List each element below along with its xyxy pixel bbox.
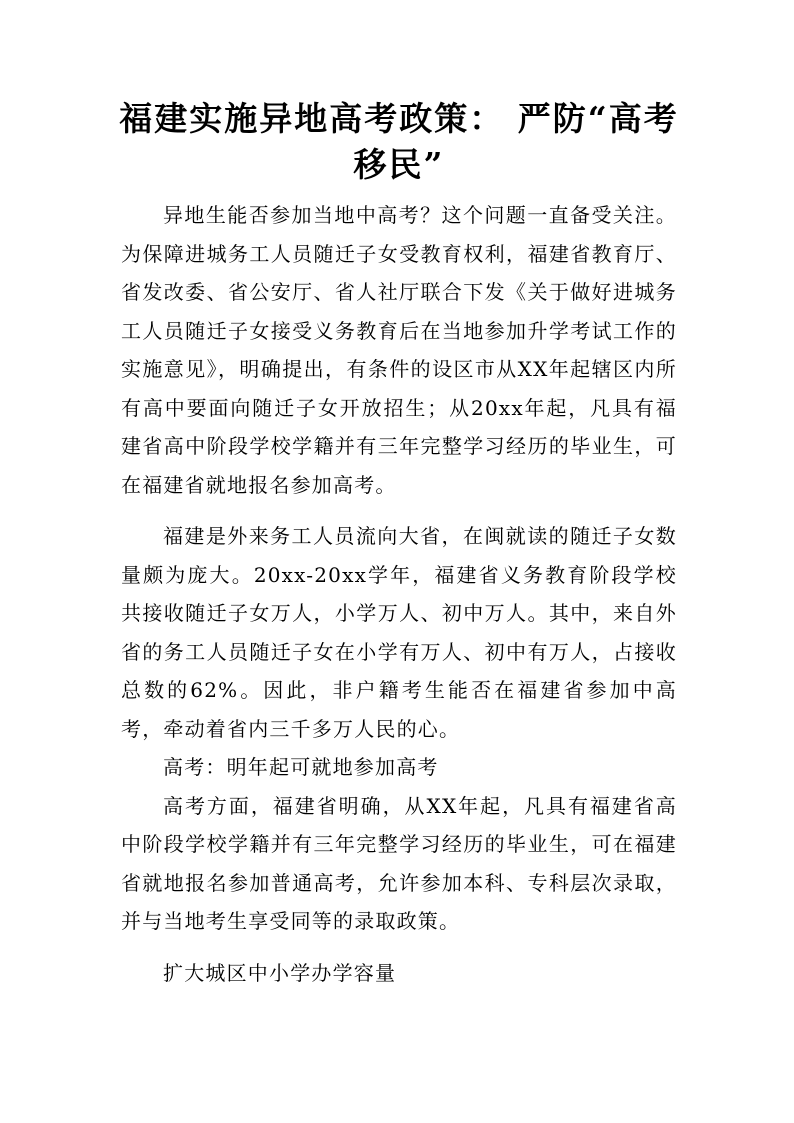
paragraph-background: 福建是外来务工人员流向大省，在闽就读的随迁子女数量颇为庞大。20xx-20xx学年，福建省义务教育阶段学校共接收随迁子女万人，小学万人、初中万人。其中，来自外省的务工人员随迁子女在小学有万人、初中有万人，占接收总数的62%。因此，非户籍考生能否在福建省参加中高考，牵动着省内三千多万人民的心。 [121, 524, 677, 741]
document-title: 福建实施异地高考政策： 严防“高考移民” [119, 99, 679, 184]
section-heading-gaokao: 高考：明年起可就地参加高考 [163, 755, 439, 779]
paragraph-gaokao: 高考方面，福建省明确，从XX年起，凡具有福建省高中阶段学校学籍并有三年完整学习经历的毕业生，可在福建省就地报名参加普通高考，允许参加本科、专科层次录取，并与当地考生享受同等的录取政策。 [121, 793, 677, 933]
document-body [121, 196, 677, 992]
paragraph-intro: 异地生能否参加当地中高考？这个问题一直备受关注。为保障进城务工人员随迁子女受教育权利，福建省教育厅、省发改委、省公安厅、省人社厅联合下发《关于做好进城务工人员随迁子女接受义务教育后在当地参加升学考试工作的实施意见》，明确提出，有条件的设区市从XX年起辖区内所有高中要面向随迁子女开放招生；从20xx年起，凡具有福建省高中阶段学校学籍并有三年完整学习经历的毕业生，可在福建省就地报名参加高考。 [121, 203, 677, 497]
section-heading-capacity: 扩大城区中小学办学容量 [163, 960, 397, 985]
